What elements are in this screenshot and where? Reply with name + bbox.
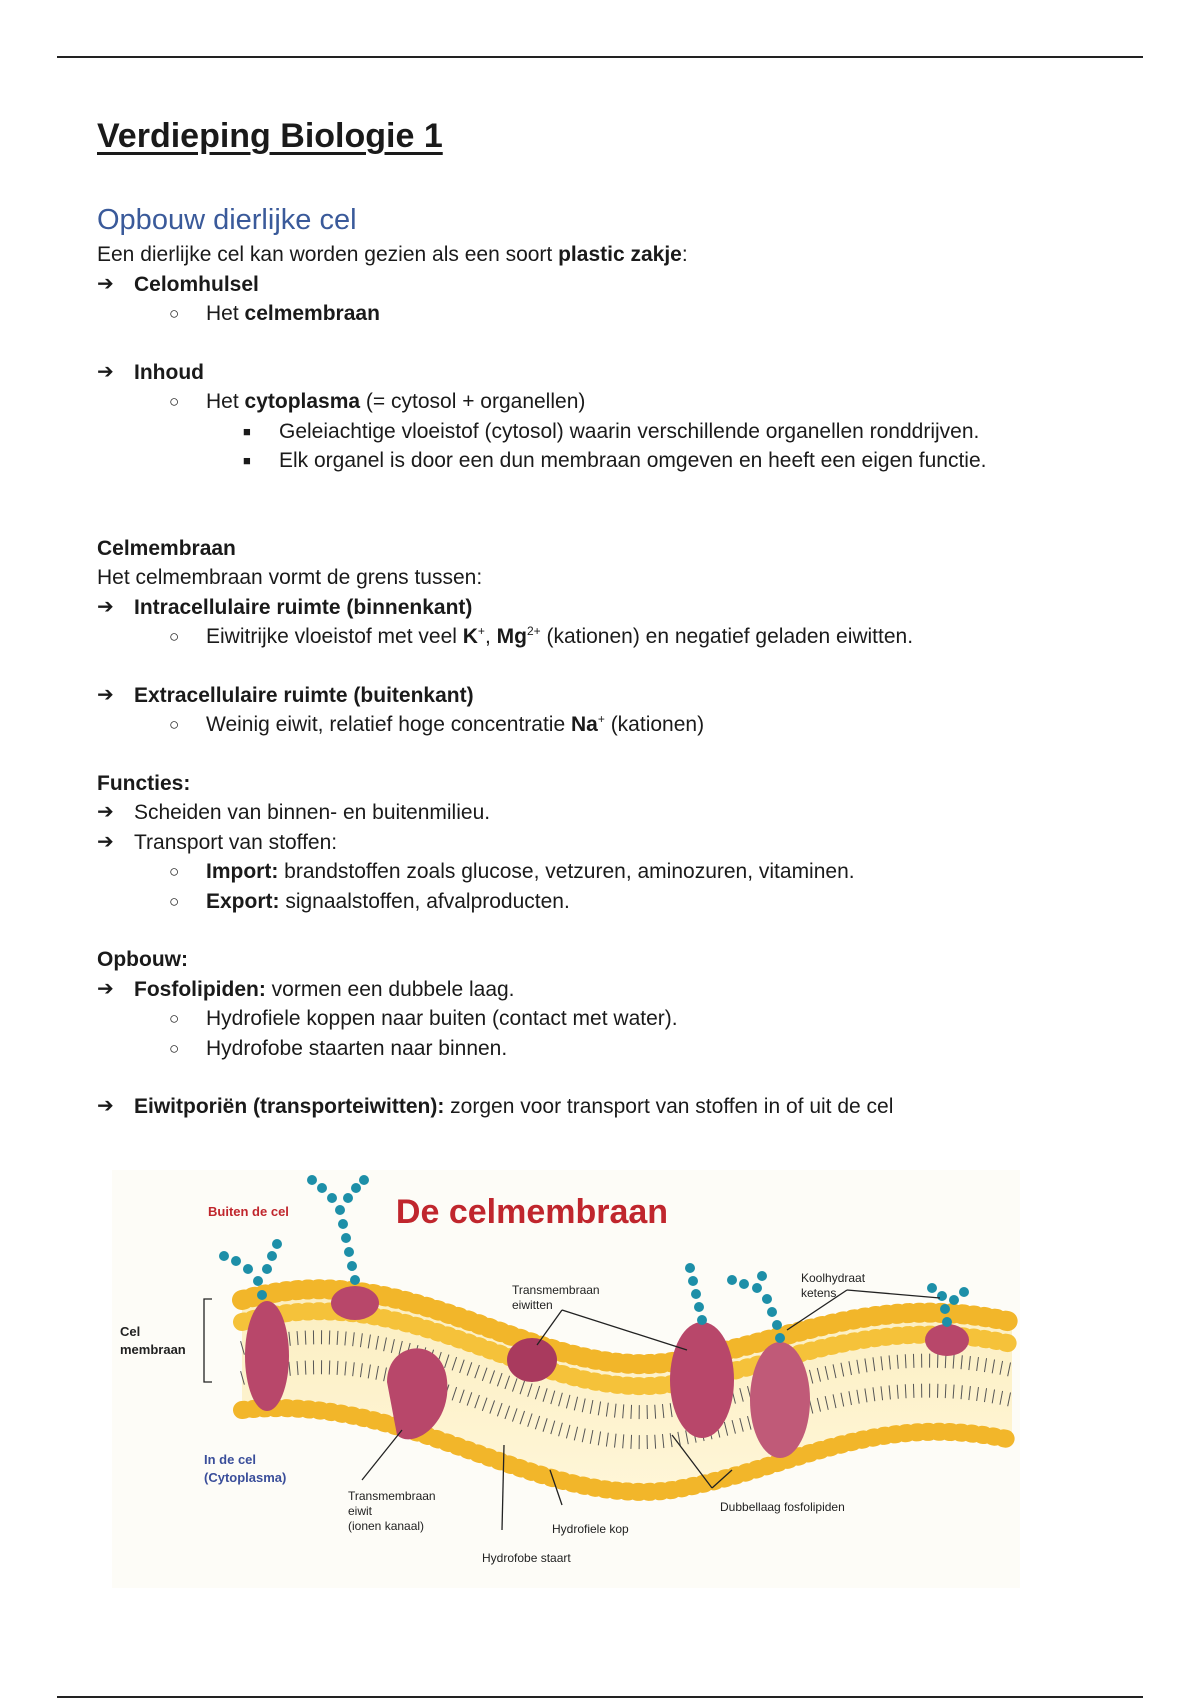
celmembraan-intro: Het celmembraan vormt de grens tussen: — [97, 566, 483, 589]
bottom-rule — [57, 1696, 1143, 1698]
document-body — [97, 112, 1117, 1122]
arrow-icon: ➔ — [97, 360, 114, 383]
membrane-illustration — [112, 1170, 1020, 1588]
list-item-celomhulsel: ➔ Celomhulsel — [97, 270, 1117, 300]
list-item-functie: ➔ Transport van stoffen: — [97, 828, 1117, 858]
section-heading-opbouw-cel: Opbouw dierlijke cel — [97, 204, 357, 236]
label-hydrofiele-kop: Hydrofiele kop — [552, 1522, 629, 1536]
sub-item-staarten: ○ Hydrofobe staarten naar binnen. — [97, 1034, 1117, 1064]
arrow-icon: ➔ — [97, 683, 114, 706]
protein — [670, 1322, 734, 1438]
figure-title: De celmembraan — [395, 1193, 669, 1231]
list-item-fosfolipiden: ➔ Fosfolipiden: vormen een dubbele laag. — [97, 975, 1117, 1005]
intro-line: Een dierlijke cel kan worden gezien als een soort plastic zakje: — [97, 243, 688, 266]
heading-celmembraan: Celmembraan — [97, 536, 236, 560]
protein — [507, 1338, 557, 1382]
label-cel: Cel — [120, 1324, 141, 1339]
label-membraan: membraan — [120, 1342, 186, 1357]
square-bullet-icon: ■ — [243, 423, 251, 439]
arrow-icon: ➔ — [97, 1095, 114, 1117]
circle-bullet-icon: ○ — [169, 1009, 180, 1028]
label-ionen-kanaal: (ionen kanaal) — [348, 1519, 425, 1533]
cell-membrane-diagram — [112, 1170, 1020, 1588]
protein — [750, 1342, 810, 1458]
label-eiwit: eiwit — [348, 1504, 373, 1518]
list-item-intracellulair: ➔ Intracellulaire ruimte (binnenkant) — [97, 593, 1117, 623]
sub-item-intracellulair: ○ Eiwitrijke vloeistof met veel K+, $Mg^{2+}$ (kationen) en negatief geladen eiwitten. — [97, 622, 1117, 652]
sub-item-extracellulair: ○ Weinig eiwit, relatief hoge concentratie Na+ (kationen) — [97, 710, 1117, 740]
sub-sub-item: ■ Elk organel is door een dun membraan omgeven en heeft een eigen functie. — [97, 446, 1117, 476]
protein — [245, 1301, 289, 1411]
label-in-de-cel: In de cel — [204, 1452, 257, 1467]
sub-item-celmembraan: ○ Het celmembraan — [97, 299, 1117, 329]
list-item-extracellulair: ➔ Extracellulaire ruimte (buitenkant) — [97, 681, 1117, 711]
circle-bullet-icon: ○ — [169, 392, 180, 411]
sub-item-export: ○ Export: signaalstoffen, afvalproducten. — [97, 887, 1117, 917]
protein — [925, 1324, 969, 1356]
heading-functies: Functies: — [97, 771, 191, 795]
label-hydrofobe-staart: Hydrofobe staart — [482, 1551, 571, 1565]
list-item-functie: ➔ Scheiden van binnen- en buitenmilieu. — [97, 798, 1117, 828]
list-item-eiwitporien: ➔ Eiwitporiën (transporteiwitten): zorgen voor transport van stoffen in of uit de cel — [97, 1092, 1117, 1122]
list-item-inhoud: ➔ Inhoud — [97, 358, 1117, 388]
arrow-icon: ➔ — [97, 595, 114, 618]
label-transmembraan-eiwit: Transmembraan — [348, 1489, 436, 1503]
label-eiwitten: eiwitten — [512, 1298, 553, 1312]
circle-bullet-icon: ○ — [169, 891, 180, 911]
sub-item-import: ○ Import: brandstoffen zoals glucose, vetzuren, aminozuren, vitaminen. — [97, 857, 1117, 887]
sub-item-koppen: ○ Hydrofiele koppen naar buiten (contact met water). — [97, 1004, 1117, 1034]
top-rule — [57, 56, 1143, 58]
circle-bullet-icon: ○ — [169, 304, 180, 323]
circle-bullet-icon: ○ — [169, 862, 180, 881]
label-buiten-de-cel: Buiten de cel — [208, 1204, 289, 1219]
circle-bullet-icon: ○ — [169, 627, 180, 646]
arrow-icon: ➔ — [97, 830, 114, 853]
arrow-icon: ➔ — [97, 272, 114, 295]
arrow-icon: ➔ — [97, 801, 114, 823]
square-bullet-icon: ■ — [243, 453, 251, 468]
circle-bullet-icon: ○ — [169, 715, 180, 734]
arrow-icon: ➔ — [97, 977, 114, 1000]
label-ketens: ketens — [801, 1286, 837, 1300]
sub-item-cytoplasma: ○ Het cytoplasma (= cytosol + organellen) — [97, 387, 1117, 417]
label-koolhydraat: Koolhydraat — [801, 1271, 866, 1285]
protein — [331, 1286, 379, 1320]
circle-bullet-icon: ○ — [169, 1038, 180, 1058]
heading-opbouw: Opbouw: — [97, 948, 188, 971]
page-title: Verdieping Biologie 1 — [97, 117, 443, 155]
label-transmembraan-eiwitten: Transmembraan — [512, 1283, 600, 1297]
label-cytoplasma: (Cytoplasma) — [204, 1470, 287, 1485]
label-dubbellaag: Dubbellaag fosfolipiden — [720, 1500, 845, 1514]
sub-sub-item: ■ Geleiachtige vloeistof (cytosol) waarin verschillende organellen ronddrijven. — [97, 417, 1117, 447]
